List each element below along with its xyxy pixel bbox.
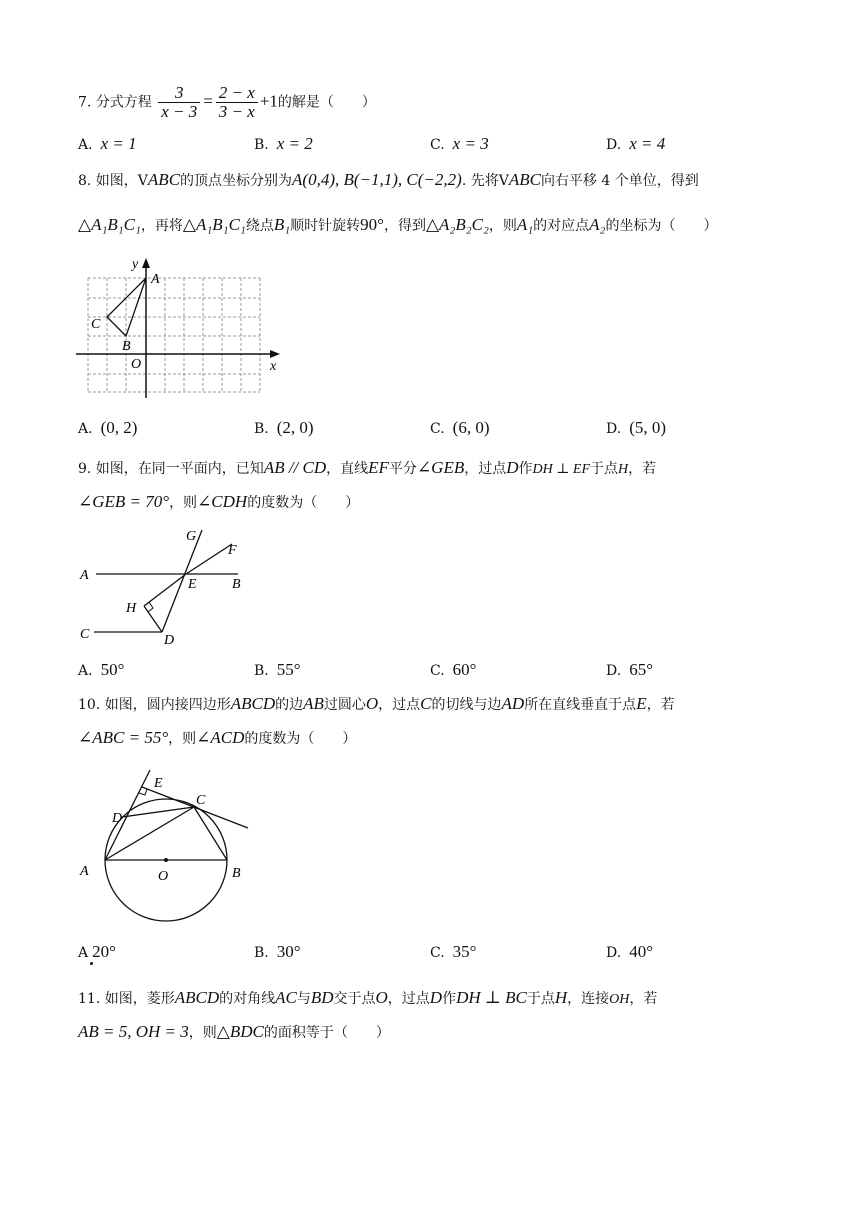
stem-text: 交于点 — [333, 991, 376, 1007]
label-d: D — [112, 811, 123, 826]
math: △A₁B₁C₁ — [182, 215, 246, 234]
stem-text: ，连接 — [567, 991, 610, 1007]
math: DH ⊥ BC — [456, 988, 527, 1007]
option-value: 40° — [629, 942, 653, 961]
option-b[interactable] — [254, 942, 301, 962]
option-c[interactable] — [430, 418, 490, 438]
math: DH ⊥ EF — [532, 462, 591, 477]
math: ∠ACD — [196, 728, 245, 747]
stem-text: 于点 — [590, 461, 619, 477]
stem-text: 的度数为（ ） — [244, 731, 357, 747]
math: AB = 5, OH = 3 — [78, 1022, 189, 1041]
math: △BDC — [216, 1022, 264, 1041]
stem-text: 的顶点坐标分别为 — [180, 173, 293, 189]
math: AB // CD — [263, 458, 327, 477]
stem-text: 10. 如图，圆内接四边形 — [78, 697, 231, 713]
option-a[interactable] — [78, 418, 137, 438]
fraction-1 — [158, 84, 200, 121]
fraction-2 — [216, 84, 258, 121]
math: AD — [501, 694, 525, 713]
stem-text: ，过点 — [464, 461, 507, 477]
math: E — [636, 694, 647, 713]
label-o: O — [158, 869, 169, 884]
math: O — [375, 988, 388, 1007]
question-9-line-2 — [78, 492, 359, 513]
label-a: A — [80, 568, 89, 583]
stem-text: ，若 — [646, 697, 675, 713]
math: H — [554, 988, 568, 1007]
option-value: (5, 0) — [629, 418, 667, 437]
label-a: A — [151, 272, 160, 287]
option-value: 60° — [452, 660, 477, 679]
fraction-denominator: x − 3 — [161, 102, 198, 121]
stem-text: 的边 — [275, 697, 304, 713]
stem-text: 过圆心 — [323, 697, 366, 713]
stem-text: ，过点 — [387, 991, 430, 1007]
option-value: x = 2 — [276, 134, 313, 153]
label-h: H — [126, 601, 137, 616]
stem-text: 的面积等于（ ） — [263, 1025, 390, 1041]
y-axis-arrow-icon — [142, 258, 150, 268]
option-label: B. — [254, 945, 269, 961]
stem-text: . 先将V — [461, 173, 509, 189]
option-value: 50° — [100, 660, 125, 679]
stem-text: ，则 — [188, 1025, 217, 1041]
option-label: C. — [430, 663, 445, 679]
segment-cb — [194, 807, 227, 860]
math: A₂ — [589, 215, 606, 234]
option-a[interactable] — [78, 660, 124, 680]
q8-coordinate-figure — [74, 254, 290, 400]
stem-text: ，再将 — [140, 218, 183, 234]
stem-text: 分式方程 — [95, 94, 152, 111]
option-c[interactable] — [430, 942, 476, 962]
stem-text: 8. 如图，V — [78, 173, 148, 189]
fraction-denominator: 3 − x — [218, 102, 255, 121]
option-label: A. — [78, 663, 93, 679]
option-label: A. — [78, 137, 93, 153]
option-value: (2, 0) — [276, 418, 314, 437]
stem-text: 的度数为（ ） — [247, 495, 360, 511]
option-label: B. — [254, 421, 269, 437]
stem-text: 顺时针旋转 — [290, 218, 361, 234]
math: ABCD — [174, 988, 220, 1007]
option-label: C. — [430, 945, 445, 961]
option-b[interactable] — [254, 134, 313, 154]
math: C — [420, 694, 432, 713]
stem-text: 所在直线垂直于点 — [524, 697, 637, 713]
math: △A₂B₂C₂ — [425, 215, 489, 234]
segment-dh — [144, 606, 162, 632]
plus-one: +1 — [259, 91, 278, 111]
label-c: C — [91, 317, 101, 332]
option-d[interactable] — [606, 942, 653, 962]
option-label: C. — [430, 137, 445, 153]
option-label: C. — [430, 421, 445, 437]
label-f: F — [228, 543, 237, 558]
option-label: B. — [254, 663, 269, 679]
label-b: B — [122, 339, 131, 354]
option-label: A — [78, 945, 89, 961]
label-g: G — [186, 529, 197, 544]
label-b: B — [232, 866, 241, 881]
stem-text: ，若 — [629, 991, 658, 1007]
stem-text: ，则 — [168, 731, 197, 747]
question-8-line-1 — [78, 170, 699, 191]
stem-text: 作 — [518, 461, 533, 477]
math: A₁ — [516, 215, 534, 234]
center-dot — [164, 858, 168, 862]
stem-text: 11. 如图，菱形 — [78, 991, 175, 1007]
stem-text: 9. 如图，在同一平面内，已知 — [78, 461, 264, 477]
fraction-numerator: 2 − x — [216, 84, 258, 103]
option-value: 65° — [629, 660, 653, 679]
stem-text: ，则 — [169, 495, 198, 511]
x-axis-arrow-icon — [270, 350, 280, 358]
label-e: E — [154, 776, 163, 791]
math: ABC — [147, 170, 181, 189]
question-11-line-2 — [78, 1022, 390, 1043]
option-a[interactable] — [78, 942, 116, 962]
math: ABC — [508, 170, 541, 189]
question-11-line-1 — [78, 988, 657, 1010]
math: AB — [303, 694, 324, 713]
label-a: A — [80, 864, 89, 879]
label-c: C — [196, 793, 206, 808]
option-d[interactable] — [606, 134, 665, 154]
math: ∠CDH — [197, 492, 248, 511]
option-label: D. — [606, 137, 622, 153]
option-value: (0, 2) — [100, 418, 138, 437]
stem-text: 绕点 — [245, 218, 274, 234]
option-label: A. — [78, 421, 93, 437]
option-c[interactable] — [430, 660, 476, 680]
option-value: (6, 0) — [452, 418, 490, 437]
option-d[interactable] — [606, 660, 653, 680]
math: ABCD — [230, 694, 276, 713]
stem-text: ，直线 — [326, 461, 369, 477]
right-angle-mark-icon — [148, 602, 153, 612]
option-value: x = 1 — [100, 134, 137, 153]
question-8-line-2 — [78, 215, 717, 236]
math: BD — [310, 988, 334, 1007]
stem-text: ，得到 — [383, 218, 426, 234]
question-9-line-1 — [78, 458, 656, 480]
option-label: B. — [254, 137, 269, 153]
math: EF — [368, 458, 389, 477]
label-d: D — [164, 633, 175, 648]
math: B₁ — [273, 215, 291, 234]
question-number: 7. — [78, 94, 92, 111]
stem-text: 的坐标为（ ） — [605, 218, 718, 234]
fraction-numerator: 3 — [158, 84, 200, 103]
math: ∠GEB = 70° — [78, 492, 170, 511]
option-b[interactable] — [254, 418, 314, 438]
option-d[interactable] — [606, 418, 666, 438]
math: AC — [275, 988, 297, 1007]
stem-text: 的对应点 — [533, 218, 590, 234]
stem-text: 作 — [442, 991, 457, 1007]
question-10-line-1 — [78, 694, 675, 715]
stem-text: 与 — [296, 991, 311, 1007]
ray-ef — [186, 544, 232, 574]
math: △A₁B₁C₁ — [78, 215, 141, 234]
option-value: x = 4 — [629, 134, 666, 153]
option-a[interactable] — [78, 134, 137, 154]
question-7-stem — [78, 84, 376, 121]
option-value: x = 3 — [452, 134, 489, 153]
stem-text: 向右平移 4 个单位，得到 — [540, 173, 699, 189]
option-value: 35° — [452, 942, 477, 961]
equals-sign: = — [202, 91, 214, 111]
math: ∠ABC = 55° — [78, 728, 169, 747]
math: ∠GEB — [416, 458, 465, 477]
option-b[interactable] — [254, 660, 301, 680]
stem-text: ，则 — [488, 218, 517, 234]
math: O — [365, 694, 379, 713]
math: A(0,4), B(−1,1), C(−2,2) — [292, 170, 462, 189]
stem-text: 的对角线 — [219, 991, 276, 1007]
label-origin: O — [131, 357, 142, 372]
stem-text: 平分 — [388, 461, 417, 477]
stem-text: ，若 — [628, 461, 657, 477]
stem-text: ，过点 — [378, 697, 421, 713]
option-value: 55° — [276, 660, 301, 679]
q10-circle-figure — [76, 762, 256, 928]
grid — [88, 278, 260, 392]
stem-text: 于点 — [526, 991, 555, 1007]
stray-dot — [90, 962, 93, 965]
option-value: 20° — [92, 942, 116, 961]
triangle-abc — [107, 278, 146, 336]
math: H — [618, 462, 629, 477]
line-he — [144, 574, 186, 606]
option-label: D. — [606, 663, 622, 679]
stem-text: 的切线与边 — [431, 697, 502, 713]
option-c[interactable] — [430, 134, 489, 154]
question-10-line-2 — [78, 728, 356, 749]
label-b: B — [232, 577, 241, 592]
math: D — [506, 458, 519, 477]
label-x-axis: x — [270, 359, 277, 374]
q9-parallel-lines-figure — [76, 522, 256, 650]
math: 90° — [360, 215, 384, 234]
option-label: D. — [606, 945, 622, 961]
math: D — [429, 988, 443, 1007]
label-y-axis: y — [132, 257, 139, 272]
label-e: E — [188, 577, 197, 592]
math: OH — [609, 992, 630, 1007]
label-c: C — [80, 627, 90, 642]
option-label: D. — [606, 421, 622, 437]
stem-text: 的解是（ ） — [277, 94, 376, 111]
option-value: 30° — [276, 942, 301, 961]
